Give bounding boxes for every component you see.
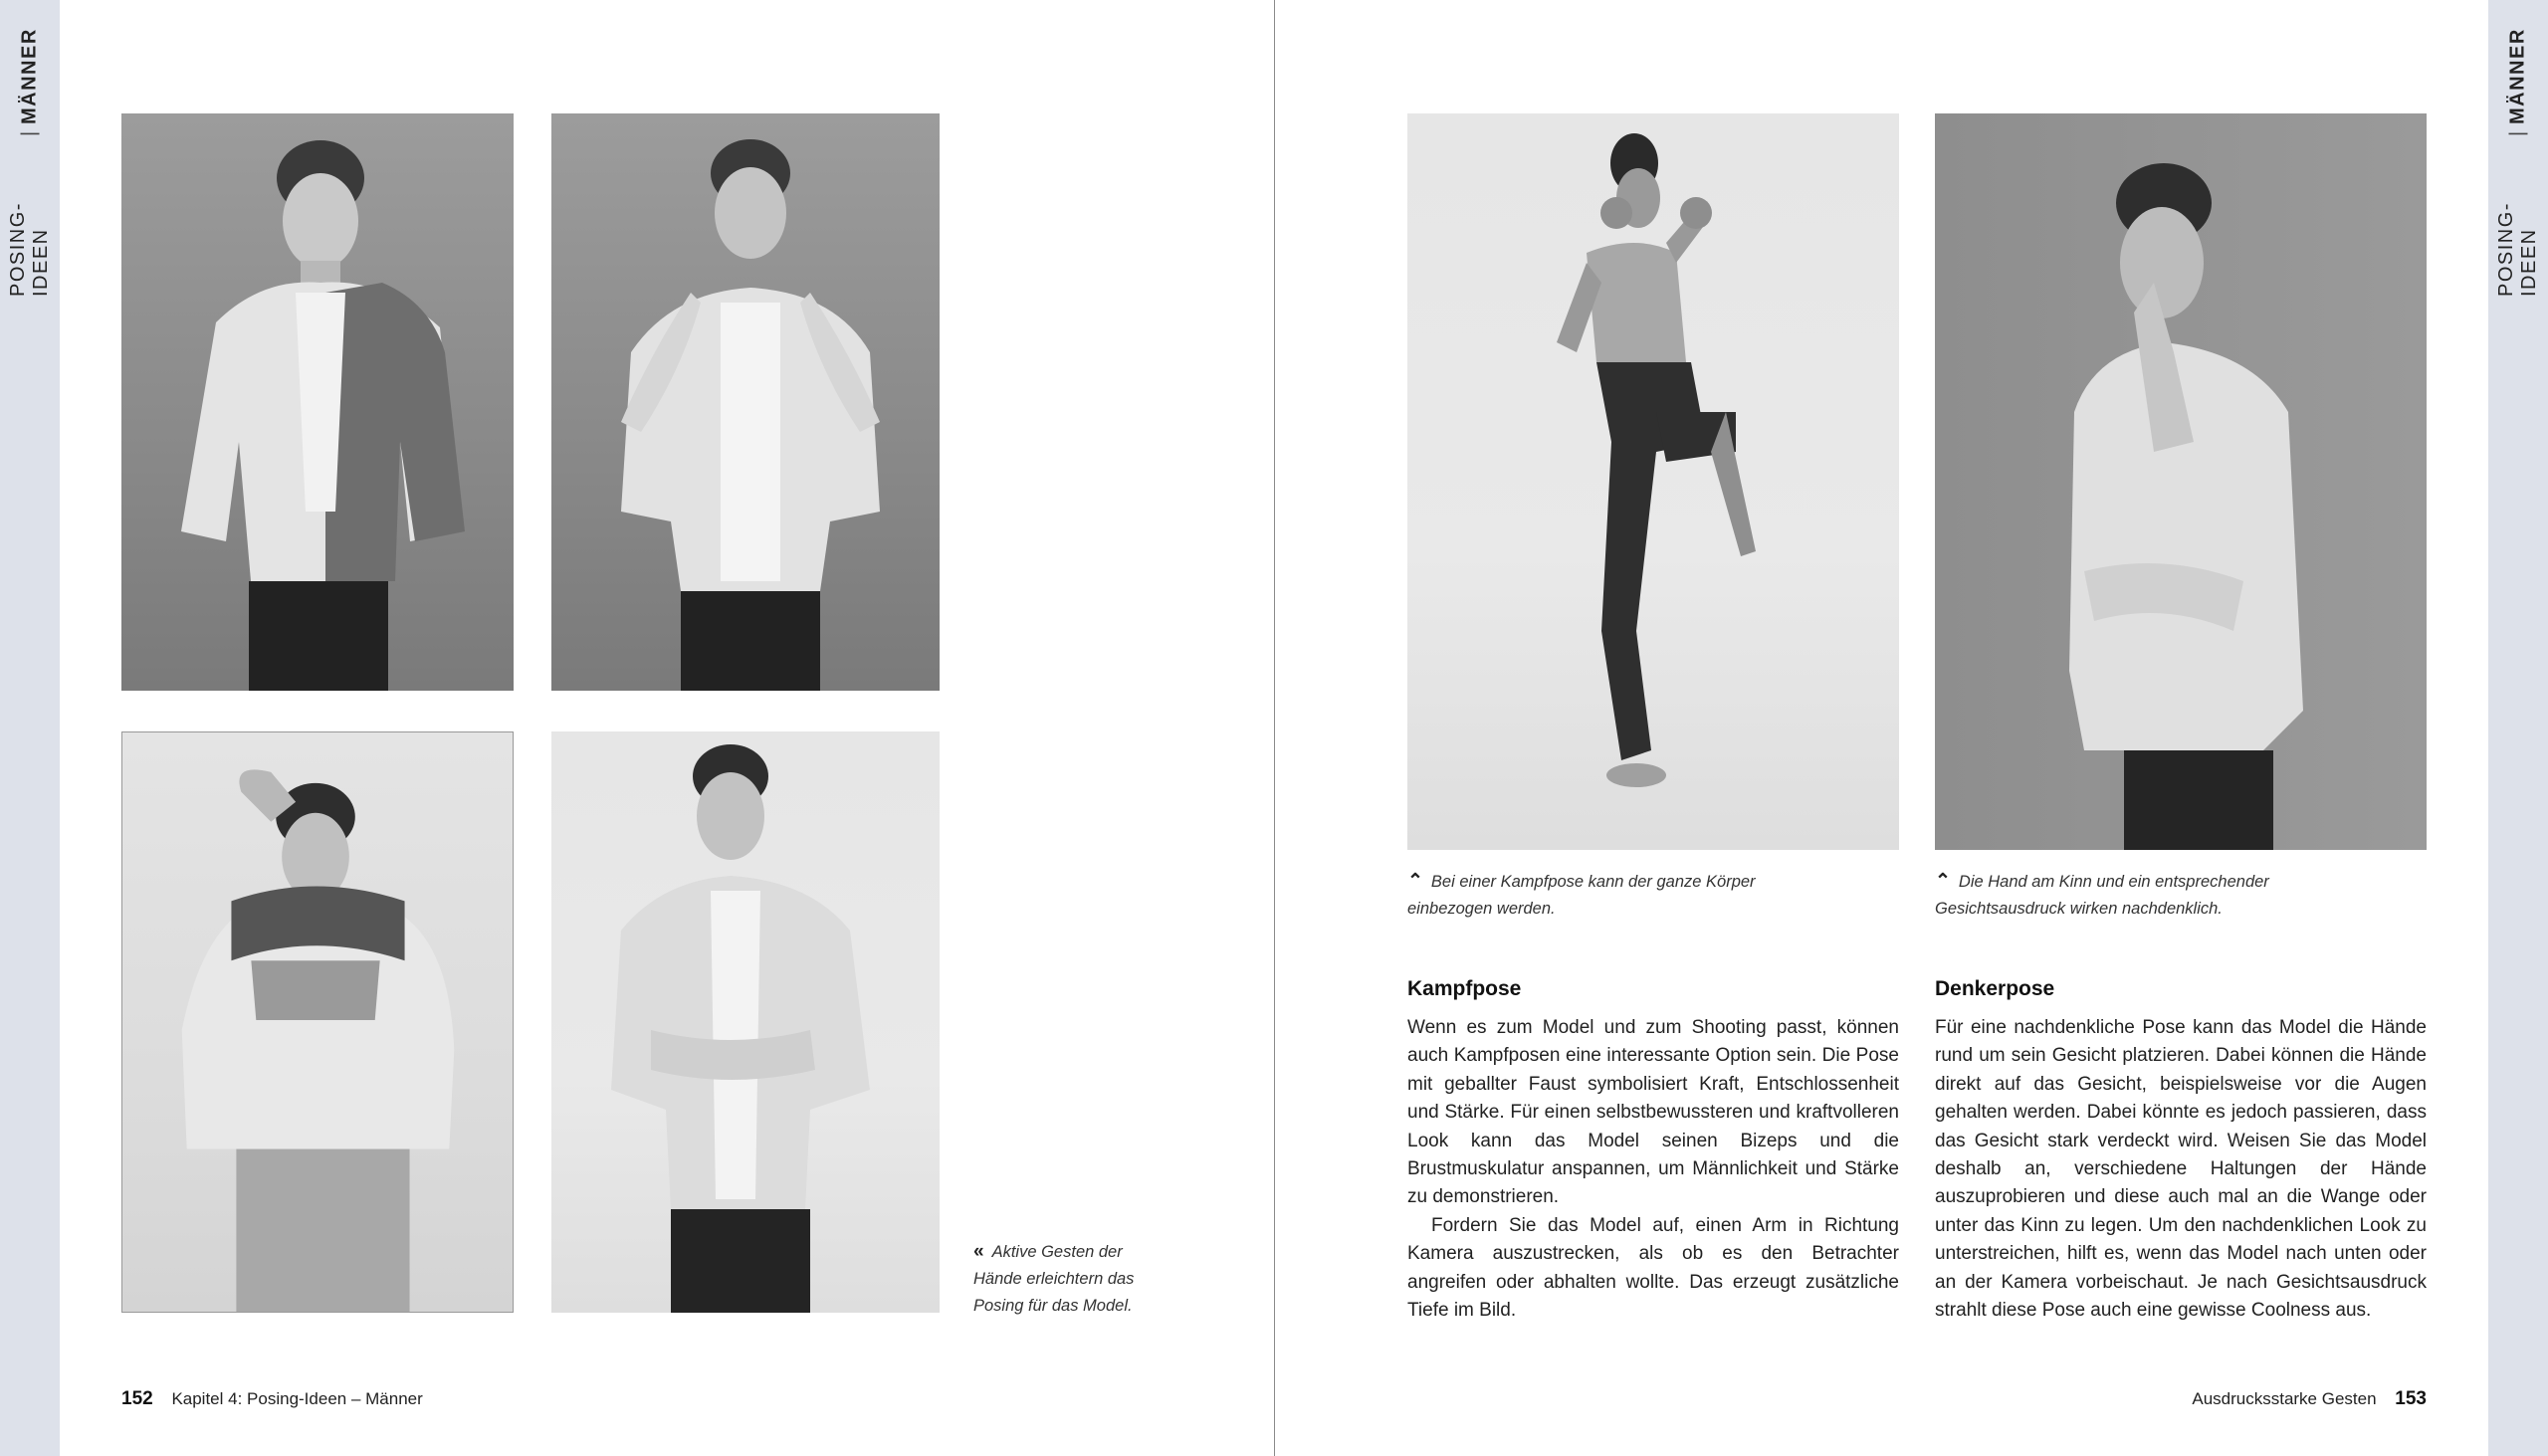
- side-label: [0, 28, 60, 297]
- photo-man-adjusting-sleeve: [551, 731, 940, 1313]
- right-page: [1275, 0, 2548, 1456]
- section-title: Ausdrucksstarke Gesten: [2192, 1389, 2377, 1408]
- caption-text: Bei einer Kampfpose kann der ganze Körper einbezogen werden.: [1407, 873, 1756, 918]
- side-label-chapter: MÄNNER: [18, 28, 41, 124]
- photo-thinker-pose: [1935, 113, 2427, 850]
- paragraph: Für eine nachdenkliche Pose kann das Model die Hände rund um sein Gesicht platzieren. Dabei können die Hände direkt auf das Gesicht, beispielsweise vor die Augen gehalten werden. Dabei könnte es jedoch passieren, dass das Gesicht stark verdeckt wird. Weisen Sie das Model deshalb an, verschiedene Haltungen der Hände auszuprobieren und diese auch mal an die Wange oder unter das Kinn zu legen. Um den nachdenklichen Look zu unterstreichen, hilft es, wenn das Model nach unten oder an der Kamera vorbeischaut. Je nach Gesichtsausdruck strahlt diese Pose auch eine gewisse Coolness aus.: [1935, 1017, 2427, 1322]
- footer-right: [2192, 1388, 2427, 1410]
- side-label-chapter: MÄNNER: [2506, 28, 2529, 124]
- side-label-separator: |: [2506, 129, 2529, 137]
- side-strip: [0, 0, 60, 1456]
- page-number: 153: [2395, 1388, 2427, 1409]
- paragraph: Wenn es zum Model und zum Shooting passt, können auch Kampfposen eine interessante Option sein. Die Pose mit geballter Faust symbolisiert Kraft, Entschlossenheit und Stärke. Für einen selbstbewussteren und kraftvolleren Look kann das Model seinen Bizeps und die Brustmuskulatur anspannen, um Männlichkeit und Stärke zu demonstrieren.: [1407, 1017, 1899, 1208]
- heading-denkerpose: Denkerpose: [1935, 977, 2055, 1000]
- caption-thinker-pose: [1935, 868, 2333, 923]
- caption-text: Aktive Gesten der Hände erleichtern das Posing für das Model.: [973, 1243, 1135, 1315]
- photo-man-smiling-shirt: [121, 113, 514, 691]
- footer-left: [121, 1388, 423, 1410]
- caption-active-gestures: [973, 1238, 1172, 1320]
- caption-text: Die Hand am Kinn und ein entsprechender Gesichtsausdruck wirken nachdenklich.: [1935, 873, 2269, 918]
- side-label-separator: |: [18, 129, 41, 137]
- body-text-denkerpose: [1935, 1014, 2427, 1325]
- side-label: [2488, 28, 2548, 297]
- photo-man-sweater-hand-in-hair: [121, 731, 514, 1313]
- caption-arrow-icon: «: [973, 1241, 984, 1262]
- side-label-section: POSING-IDEEN: [7, 202, 52, 297]
- side-label-section: POSING-IDEEN: [2495, 202, 2540, 297]
- caption-fight-pose: [1407, 868, 1825, 923]
- chapter-title: Kapitel 4: Posing-Ideen – Männer: [171, 1389, 423, 1408]
- photo-man-laughing-collar: [551, 113, 940, 691]
- body-text-kampfpose: [1407, 1014, 1899, 1325]
- paragraph: Fordern Sie das Model auf, einen Arm in Richtung Kamera auszustrecken, als ob es den Betrachter angreifen oder abhalten wollte. Das erzeugt zusätzliche Tiefe im Bild.: [1407, 1214, 1899, 1322]
- caption-arrow-up-icon: ⌃: [1935, 871, 1951, 892]
- caption-arrow-up-icon: ⌃: [1407, 871, 1423, 892]
- page-number: 152: [121, 1388, 153, 1409]
- heading-kampfpose: Kampfpose: [1407, 977, 1522, 1000]
- side-strip: [2488, 0, 2548, 1456]
- photo-fight-pose: [1407, 113, 1899, 850]
